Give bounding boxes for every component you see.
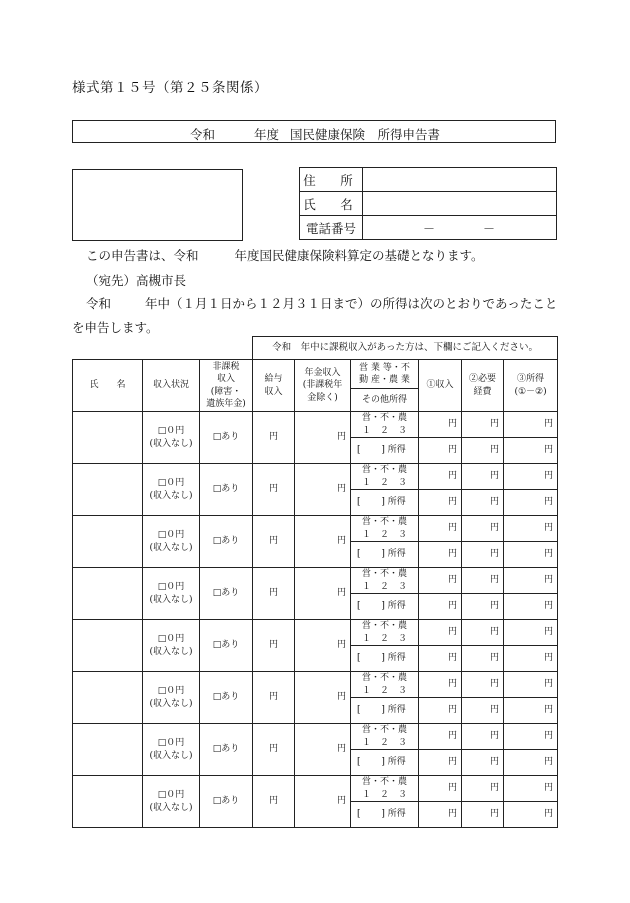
- yen-unit: 円: [448, 783, 458, 794]
- table-row: [73, 464, 558, 490]
- form-title: [72, 120, 556, 143]
- income-cell[interactable]: [504, 568, 558, 594]
- intro-line-1: [86, 246, 484, 264]
- income-status-cell[interactable]: [143, 776, 200, 828]
- pension-cell[interactable]: [295, 620, 351, 672]
- intro-line-3a: 令和: [86, 296, 112, 311]
- yen-unit: 円: [448, 627, 458, 638]
- header-expenses: ②必要 経費: [462, 360, 504, 412]
- person-name-cell[interactable]: [73, 464, 143, 516]
- table-row: [73, 620, 558, 646]
- header-name: 氏 名: [73, 360, 143, 412]
- income-cell[interactable]: [504, 698, 558, 724]
- yen-unit: 円: [337, 796, 347, 807]
- business-types: 営・不・農: [362, 621, 408, 632]
- income-cell[interactable]: [504, 490, 558, 516]
- person-name-cell[interactable]: [73, 412, 143, 464]
- yen-unit: 円: [269, 640, 279, 651]
- income-status-cell[interactable]: [143, 464, 200, 516]
- business-numbers: １ ２ ３: [362, 633, 408, 644]
- income-cell[interactable]: [504, 724, 558, 750]
- zero-income-checkbox[interactable]: □０円: [157, 790, 185, 801]
- zero-income-checkbox[interactable]: □０円: [157, 738, 185, 749]
- yen-unit: 円: [544, 757, 554, 768]
- title-year-suffix: 年度: [254, 127, 280, 142]
- addressee: （宛先）高槻市長: [86, 273, 187, 288]
- revenue-cell[interactable]: [419, 438, 462, 464]
- business-numbers: １ ２ ３: [362, 789, 408, 800]
- yen-unit: 円: [544, 419, 554, 430]
- other-income-cell[interactable]: [351, 594, 419, 620]
- other-income-cell[interactable]: [351, 698, 419, 724]
- yen-unit: 円: [269, 536, 279, 547]
- yen-unit: 円: [448, 601, 458, 612]
- income-status-cell[interactable]: [143, 620, 200, 672]
- yen-unit: 円: [448, 497, 458, 508]
- yen-unit: 円: [337, 640, 347, 651]
- yen-unit: 円: [448, 653, 458, 664]
- yen-unit: 円: [544, 809, 554, 820]
- no-income-label: (収入なし): [149, 750, 193, 761]
- income-cell[interactable]: [504, 438, 558, 464]
- applicant-table: [299, 167, 557, 240]
- income-cell[interactable]: [504, 620, 558, 646]
- yen-unit: 円: [544, 523, 554, 534]
- other-income-cell[interactable]: [351, 750, 419, 776]
- expenses-cell[interactable]: [462, 464, 504, 490]
- yen-unit: 円: [544, 731, 554, 742]
- yen-unit: 円: [490, 497, 500, 508]
- yen-unit: 円: [337, 744, 347, 755]
- income-cell[interactable]: [504, 542, 558, 568]
- yen-unit: 円: [269, 484, 279, 495]
- income-status-cell[interactable]: [143, 672, 200, 724]
- salary-cell[interactable]: [253, 464, 295, 516]
- pension-cell[interactable]: [295, 776, 351, 828]
- business-types: 営・不・農: [362, 413, 408, 424]
- revenue-cell[interactable]: [419, 776, 462, 802]
- form-number: 様式第１５号（第２５条関係）: [72, 80, 268, 96]
- business-type-cell[interactable]: [351, 672, 419, 698]
- nontaxable-checkbox[interactable]: □あり: [200, 516, 253, 568]
- header-pension: 年金収入 (非課税年 金除く): [295, 360, 351, 412]
- person-name-cell[interactable]: [73, 672, 143, 724]
- revenue-cell[interactable]: [419, 620, 462, 646]
- no-income-label: (収入なし): [149, 542, 193, 553]
- phone-dash-1: －: [423, 221, 436, 236]
- pension-cell[interactable]: [295, 672, 351, 724]
- business-type-cell[interactable]: [351, 464, 419, 490]
- expenses-cell[interactable]: [462, 750, 504, 776]
- revenue-cell[interactable]: [419, 516, 462, 542]
- yen-unit: 円: [490, 653, 500, 664]
- salary-cell[interactable]: [253, 516, 295, 568]
- yen-unit: 円: [269, 692, 279, 703]
- business-type-cell[interactable]: [351, 516, 419, 542]
- income-cell[interactable]: [504, 516, 558, 542]
- yen-unit: 円: [269, 744, 279, 755]
- title-era: 令和: [190, 127, 216, 142]
- yen-unit: 円: [448, 445, 458, 456]
- revenue-cell[interactable]: [419, 594, 462, 620]
- business-type-cell[interactable]: [351, 724, 419, 750]
- yen-unit: 円: [448, 705, 458, 716]
- revenue-cell[interactable]: [419, 490, 462, 516]
- business-numbers: １ ２ ３: [362, 581, 408, 592]
- salary-cell[interactable]: [253, 724, 295, 776]
- yen-unit: 円: [490, 575, 500, 586]
- address-label: 住 所: [300, 168, 363, 192]
- yen-unit: 円: [490, 809, 500, 820]
- person-name-cell[interactable]: [73, 568, 143, 620]
- table-row: [73, 568, 558, 594]
- yen-unit: 円: [337, 484, 347, 495]
- salary-cell[interactable]: [253, 412, 295, 464]
- yen-unit: 円: [448, 523, 458, 534]
- name-field[interactable]: [363, 192, 557, 216]
- yen-unit: 円: [490, 627, 500, 638]
- header-income: ③所得 (①－②): [504, 360, 558, 412]
- table-row: [73, 412, 558, 438]
- table-row: [73, 516, 558, 542]
- yen-unit: 円: [490, 757, 500, 768]
- no-income-label: (収入なし): [149, 802, 193, 813]
- table-row: [73, 672, 558, 698]
- business-types: 営・不・農: [362, 673, 408, 684]
- expenses-cell[interactable]: [462, 516, 504, 542]
- nontaxable-checkbox[interactable]: □あり: [200, 724, 253, 776]
- yen-unit: 円: [490, 471, 500, 482]
- income-table: [72, 336, 558, 828]
- phone-label: 電話番号: [300, 216, 363, 240]
- table-row: [73, 724, 558, 750]
- yen-unit: 円: [490, 705, 500, 716]
- yen-unit: 円: [544, 601, 554, 612]
- yen-unit: 円: [337, 692, 347, 703]
- header-business: 営 業 等・不 動 産・農 業: [351, 360, 419, 389]
- expenses-cell[interactable]: [462, 490, 504, 516]
- business-numbers: １ ２ ３: [362, 477, 408, 488]
- person-name-cell[interactable]: [73, 516, 143, 568]
- business-type-cell[interactable]: [351, 412, 419, 438]
- yen-unit: 円: [490, 731, 500, 742]
- expenses-cell[interactable]: [462, 594, 504, 620]
- business-types: 営・不・農: [362, 777, 408, 788]
- yen-unit: 円: [448, 575, 458, 586]
- header-salary: 給与 収入: [253, 360, 295, 412]
- income-status-cell[interactable]: [143, 568, 200, 620]
- revenue-cell[interactable]: [419, 568, 462, 594]
- business-type-cell[interactable]: [351, 568, 419, 594]
- yen-unit: 円: [544, 783, 554, 794]
- intro-line-3: [86, 294, 557, 312]
- pension-cell[interactable]: [295, 516, 351, 568]
- income-cell[interactable]: [504, 412, 558, 438]
- revenue-cell[interactable]: [419, 464, 462, 490]
- yen-unit: 円: [448, 679, 458, 690]
- yen-unit: 円: [269, 588, 279, 599]
- yen-unit: 円: [448, 757, 458, 768]
- address-field[interactable]: [363, 168, 557, 192]
- yen-unit: 円: [337, 432, 347, 443]
- reception-stamp-box: [72, 169, 243, 241]
- other-income-cell[interactable]: [351, 802, 419, 828]
- table-note: 令和 年中に課税収入があった方は、下欄にご記入ください。: [253, 337, 558, 360]
- income-cell[interactable]: [504, 802, 558, 828]
- other-income-cell[interactable]: [351, 542, 419, 568]
- pension-cell[interactable]: [295, 412, 351, 464]
- other-income-cell[interactable]: [351, 490, 419, 516]
- table-row: [73, 776, 558, 802]
- income-cell[interactable]: [504, 750, 558, 776]
- yen-unit: 円: [337, 536, 347, 547]
- yen-unit: 円: [544, 705, 554, 716]
- nontaxable-checkbox[interactable]: □あり: [200, 620, 253, 672]
- zero-income-checkbox[interactable]: □０円: [157, 686, 185, 697]
- income-cell[interactable]: [504, 646, 558, 672]
- pension-cell[interactable]: [295, 464, 351, 516]
- yen-unit: 円: [544, 627, 554, 638]
- business-numbers: １ ２ ３: [362, 685, 408, 696]
- expenses-cell[interactable]: [462, 776, 504, 802]
- yen-unit: 円: [544, 497, 554, 508]
- revenue-cell[interactable]: [419, 542, 462, 568]
- other-income-label: [ ] 所得: [357, 445, 406, 456]
- yen-unit: 円: [269, 432, 279, 443]
- zero-income-checkbox[interactable]: □０円: [157, 582, 185, 593]
- business-types: 営・不・農: [362, 725, 408, 736]
- other-income-label: [ ] 所得: [357, 705, 406, 716]
- header-nontaxable: 非課税 収入 (障害・ 遺族年金): [200, 360, 253, 412]
- yen-unit: 円: [448, 471, 458, 482]
- zero-income-checkbox[interactable]: □０円: [157, 478, 185, 489]
- business-numbers: １ ２ ３: [362, 737, 408, 748]
- expenses-cell[interactable]: [462, 620, 504, 646]
- yen-unit: 円: [448, 809, 458, 820]
- other-income-cell[interactable]: [351, 646, 419, 672]
- revenue-cell[interactable]: [419, 750, 462, 776]
- header-revenue: ①収入: [419, 360, 462, 412]
- salary-cell[interactable]: [253, 568, 295, 620]
- no-income-label: (収入なし): [149, 594, 193, 605]
- yen-unit: 円: [490, 679, 500, 690]
- business-types: 営・不・農: [362, 569, 408, 580]
- intro-line-1a: この申告書は、令和: [86, 248, 199, 263]
- no-income-label: (収入なし): [149, 646, 193, 657]
- no-income-label: (収入なし): [149, 698, 193, 709]
- business-numbers: １ ２ ３: [362, 425, 408, 436]
- other-income-cell[interactable]: [351, 438, 419, 464]
- no-income-label: (収入なし): [149, 438, 193, 449]
- yen-unit: 円: [448, 419, 458, 430]
- yen-unit: 円: [490, 445, 500, 456]
- intro-line-1b: 年度国民健康保険料算定の基礎となります。: [234, 248, 484, 263]
- yen-unit: 円: [544, 471, 554, 482]
- nontaxable-checkbox[interactable]: □あり: [200, 464, 253, 516]
- other-income-label: [ ] 所得: [357, 549, 406, 560]
- expenses-cell[interactable]: [462, 412, 504, 438]
- yen-unit: 円: [544, 549, 554, 560]
- salary-cell[interactable]: [253, 776, 295, 828]
- nontaxable-checkbox[interactable]: □あり: [200, 672, 253, 724]
- expenses-cell[interactable]: [462, 646, 504, 672]
- expenses-cell[interactable]: [462, 438, 504, 464]
- intro-line-4: を申告します。: [72, 320, 159, 335]
- yen-unit: 円: [490, 549, 500, 560]
- yen-unit: 円: [544, 679, 554, 690]
- salary-cell[interactable]: [253, 672, 295, 724]
- zero-income-checkbox[interactable]: □０円: [157, 426, 185, 437]
- other-income-label: [ ] 所得: [357, 757, 406, 768]
- no-income-label: (収入なし): [149, 490, 193, 501]
- title-name: 国民健康保険 所得申告書: [290, 127, 441, 142]
- yen-unit: 円: [544, 575, 554, 586]
- pension-cell[interactable]: [295, 724, 351, 776]
- yen-unit: 円: [490, 419, 500, 430]
- name-label: 氏 名: [300, 192, 363, 216]
- person-name-cell[interactable]: [73, 620, 143, 672]
- person-name-cell[interactable]: [73, 724, 143, 776]
- person-name-cell[interactable]: [73, 776, 143, 828]
- revenue-cell[interactable]: [419, 646, 462, 672]
- zero-income-checkbox[interactable]: □０円: [157, 634, 185, 645]
- nontaxable-checkbox[interactable]: □あり: [200, 568, 253, 620]
- revenue-cell[interactable]: [419, 698, 462, 724]
- yen-unit: 円: [490, 601, 500, 612]
- business-type-cell[interactable]: [351, 620, 419, 646]
- yen-unit: 円: [544, 653, 554, 664]
- other-income-label: [ ] 所得: [357, 601, 406, 612]
- pension-cell[interactable]: [295, 568, 351, 620]
- business-type-cell[interactable]: [351, 776, 419, 802]
- other-income-label: [ ] 所得: [357, 497, 406, 508]
- header-other: その他所得: [351, 389, 419, 412]
- yen-unit: 円: [448, 731, 458, 742]
- yen-unit: 円: [269, 796, 279, 807]
- yen-unit: 円: [448, 549, 458, 560]
- revenue-cell[interactable]: [419, 672, 462, 698]
- income-status-cell[interactable]: [143, 516, 200, 568]
- nontaxable-checkbox[interactable]: □あり: [200, 776, 253, 828]
- phone-dash-2: －: [483, 221, 496, 236]
- header-income-status: 収入状況: [143, 360, 200, 412]
- expenses-cell[interactable]: [462, 568, 504, 594]
- yen-unit: 円: [490, 783, 500, 794]
- revenue-cell[interactable]: [419, 724, 462, 750]
- revenue-cell[interactable]: [419, 412, 462, 438]
- expenses-cell[interactable]: [462, 542, 504, 568]
- phone-field[interactable]: [363, 216, 557, 240]
- other-income-label: [ ] 所得: [357, 809, 406, 820]
- income-cell[interactable]: [504, 776, 558, 802]
- business-types: 営・不・農: [362, 465, 408, 476]
- intro-line-3b: 年中（１月１日から１２月３１日まで）の所得は次のとおりであったこと: [145, 296, 558, 311]
- income-cell[interactable]: [504, 672, 558, 698]
- income-status-cell[interactable]: [143, 412, 200, 464]
- other-income-label: [ ] 所得: [357, 653, 406, 664]
- expenses-cell[interactable]: [462, 698, 504, 724]
- nontaxable-checkbox[interactable]: □あり: [200, 412, 253, 464]
- expenses-cell[interactable]: [462, 802, 504, 828]
- salary-cell[interactable]: [253, 620, 295, 672]
- zero-income-checkbox[interactable]: □０円: [157, 530, 185, 541]
- expenses-cell[interactable]: [462, 724, 504, 750]
- expenses-cell[interactable]: [462, 672, 504, 698]
- revenue-cell[interactable]: [419, 802, 462, 828]
- yen-unit: 円: [337, 588, 347, 599]
- income-cell[interactable]: [504, 464, 558, 490]
- business-numbers: １ ２ ３: [362, 529, 408, 540]
- yen-unit: 円: [490, 523, 500, 534]
- income-status-cell[interactable]: [143, 724, 200, 776]
- business-types: 営・不・農: [362, 517, 408, 528]
- yen-unit: 円: [544, 445, 554, 456]
- income-cell[interactable]: [504, 594, 558, 620]
